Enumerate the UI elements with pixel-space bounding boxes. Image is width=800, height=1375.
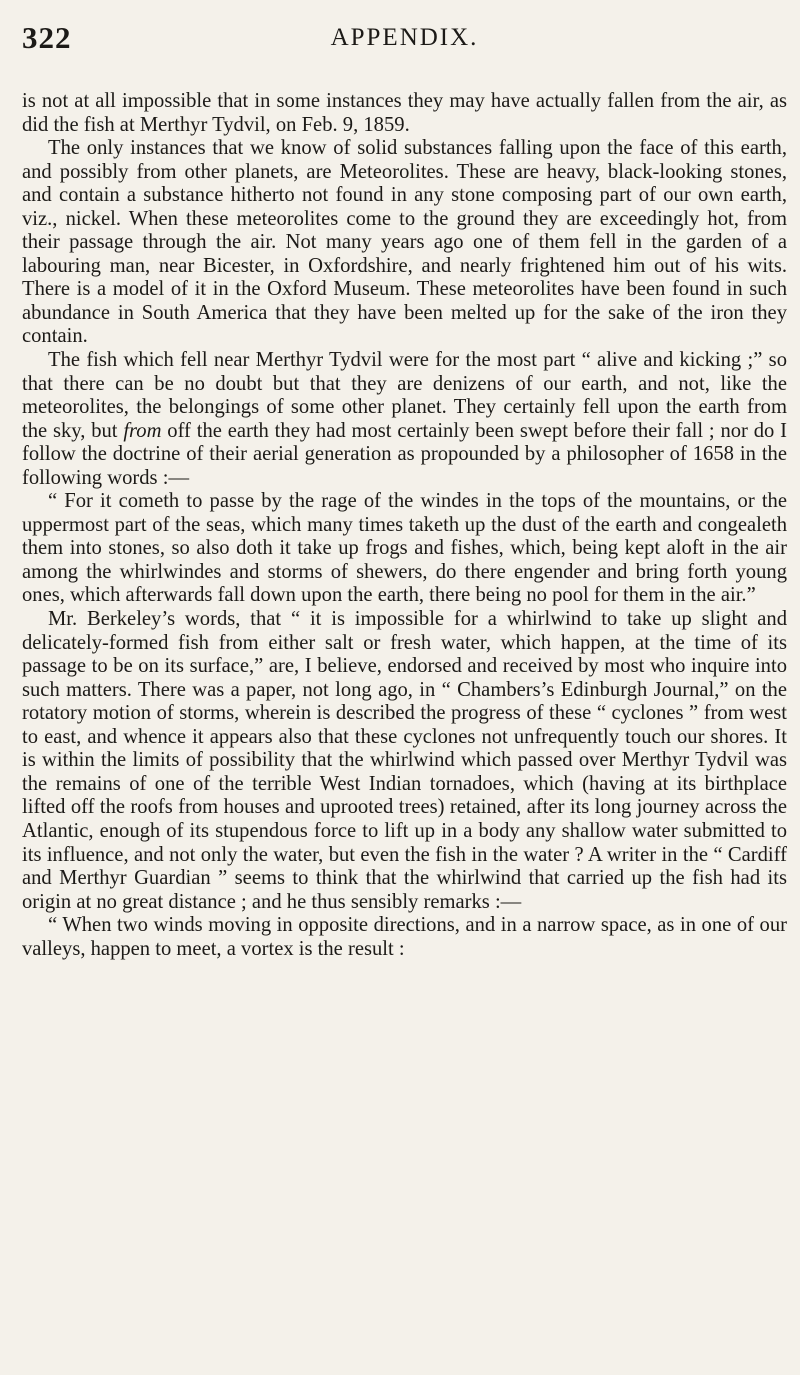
running-head: APPENDIX.	[330, 24, 479, 51]
page-number: 322	[22, 20, 72, 55]
emphasis-from: from	[123, 419, 162, 442]
page-header	[22, 18, 787, 66]
paragraph-quotation-1658: “ For it cometh to passe by the rage of the windes in the tops of the mountains, or the uppermost part of the seas, which many times taketh up the dust of the earth and congealeth them into stones, so also doth it take up frogs and fishes, which, being kept aloft in the air among the whirlwindes and storms of shewers, do there engender and bring forth young ones, which afterwards fall down upon the earth, there being no pool for them in the air.”	[22, 490, 787, 607]
paragraph-berkeley: Mr. Berkeley’s words, that “ it is impossible for a whirlwind to take up slight and delicately-formed fish from either salt or fresh water, which happen, at the time of its passage to be on its surface,” are, I believe, endorsed and received by most who inquire into such matters. There was a paper, not long ago, in “ Chambers’s Edinburgh Journal,” on the rotatory motion of storms, wherein is described the progress of these “ cyclones ” from west to east, and whence it appears also that these cyclones not unfrequently touch our shores. It is within the limits of possibility that the whirlwind which passed over Merthyr Tydvil was the remains of one of the terrible West Indian tornadoes, which (having at its birthplace lifted off the roofs from houses and uprooted trees) retained, after its long journey across the Atlantic, enough of its stupendous force to lift up in a body any shallow water submitted to its influence, and not only the water, but even the fish in the water ? A writer in the “ Cardiff and Merthyr Guardian ” seems to think that the whirlwind that carried up the fish had its origin at no great distance ; and he thus sensibly remarks :—	[22, 608, 787, 913]
paragraph-quotation-winds: “ When two winds moving in opposite directions, and in a narrow space, as in one of our valleys, happen to meet, a vortex is the result :	[22, 914, 787, 960]
paragraph-fish-merthyr: The fish which fell near Merthyr Tydvil were for the most part “ alive and kicking ;” so that there can be no doubt but that they are denizens of our earth, and not, like the meteorolites, the belongings of some other planet. They certainly fell upon the earth from the sky, but from off the earth they had most certainly been swept before their fall ; nor do I follow the doctrine of their aerial generation as propounded by a philosopher of 1658 in the following words :—	[22, 349, 787, 489]
paragraph-continuation: is not at all impossible that in some instances they may have actually fallen from the air, as did the fish at Merthyr Tydvil, on Feb. 9, 1859.	[22, 90, 787, 136]
paragraph-meteorolites: The only instances that we know of solid substances falling upon the face of this earth, and possibly from other planets, are Meteorolites. These are heavy, black-looking stones, and contain a substance hitherto not found in any stone composing part of our own earth, viz., nickel. When these meteorolites come to the ground they are exceedingly hot, from their passage through the air. Not many years ago one of them fell in the garden of a labouring man, near Bicester, in Oxfordshire, and nearly frightened him out of his wits. There is a model of it in the Oxford Museum. These meteorolites have been found in such abundance in South America that they have been melted up for the sake of the iron they contain.	[22, 137, 787, 348]
body-text	[22, 90, 787, 961]
book-page	[22, 18, 787, 1358]
